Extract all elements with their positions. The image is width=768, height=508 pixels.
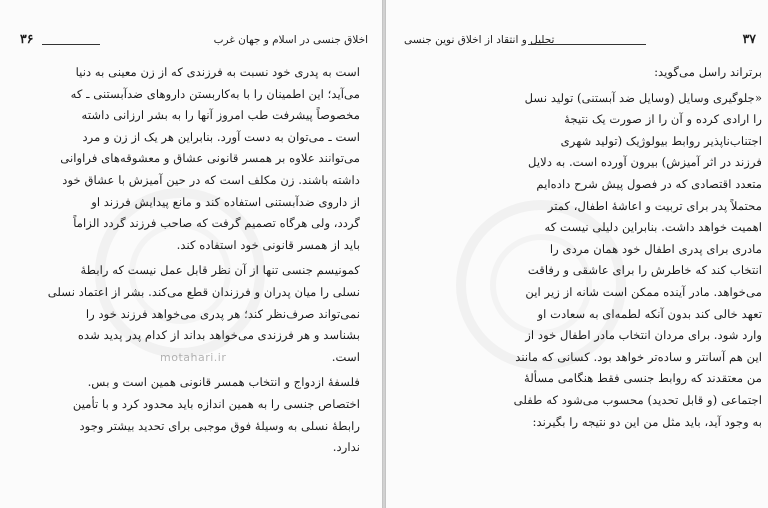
text-line: مادری برای پدری اطفال خود همان مردی را	[549, 241, 762, 256]
text-line: اجتماعی (و قابل تحدید) محسوب می‌شود که طفلی	[513, 392, 762, 407]
text-line: می‌خواهد. مادر آینده ممکن است شانه از زیر این	[525, 284, 762, 299]
left-running-title: اخلاق جنسی در اسلام و جهان غرب	[213, 34, 368, 46]
text-line: من معتقدند که روابط جنسی فقط هنگامی مسألهٔ	[523, 371, 762, 386]
left-page-header	[20, 33, 368, 51]
text-line: رابطهٔ نسلی به وسیلهٔ فوق موجبی برای تحدید بیشتر وجود	[79, 418, 360, 433]
text-line: است.	[331, 349, 360, 364]
header-rule	[42, 44, 100, 45]
text-line: داشته باشند. زن مکلف است که در حین آمیزش با عشاق خود	[62, 172, 360, 187]
text-line: است ـ می‌توان به دست آورد. بنابراین هر یک از زن و مرد	[82, 129, 360, 144]
right-page-number: ۳۷	[742, 31, 756, 46]
text-line: از داروی ضدآبستنی استفاده کند و مانع پیدایش فرزند او	[91, 194, 360, 209]
right-page-header	[404, 33, 756, 51]
right-running-title: تحلیل و انتقاد از اخلاق نوین جنسی	[404, 34, 555, 46]
text-line: کمونیسم جنسی تنها از آن نظر قابل عمل نیست که رابطهٔ	[80, 263, 360, 278]
text-line: گردد، ولی هرگاه تصمیم گرفت که صاحب فرزند گردد الزاماً	[73, 216, 360, 231]
text-line: ندارد.	[332, 440, 360, 455]
text-line: فرزند در اثر آمیزش) بیرون آورده است. به دلایل	[528, 155, 762, 170]
text-line: باید از همسر قانونی خود استفاده کند.	[176, 237, 360, 252]
text-line: برتراند راسل می‌گوید:	[654, 65, 762, 79]
left-page-body	[30, 62, 360, 459]
text-line: است به پدری خود نسبت به فرزندی که از زن معینی به دنیا	[75, 65, 360, 79]
text-line: بشناسد و هر فرزندی می‌خواهد بداند از کدام پدر پدید شده	[77, 328, 360, 343]
text-line: مخصوصاً پیشرفت طب امروز آنها را به بشر ارزانی داشته	[81, 108, 360, 123]
text-line: را ارادی کرده و آن را از صورت یک نتیجهٔ	[564, 112, 762, 127]
text-line: این هم آسانتر و ساده‌تر خواهد بود. کسانی که مانند	[515, 349, 762, 364]
text-line: متعدد اقتصادی که در فصول پیش شرح داده‌ایم	[536, 176, 762, 191]
text-line: «جلوگیری وسایل (وسایل ضد آبستنی) تولید نسل	[524, 90, 762, 105]
left-page-number: ۳۶	[20, 31, 34, 46]
text-line: وارد شود. برای مردان انتخاب مادر اطفال خود از	[525, 328, 762, 343]
text-line: نسلی را میان پدران و فرزندان قطع می‌کند. بشر از اعتماد نسلی	[47, 284, 360, 299]
text-line: فلسفهٔ ازدواج و انتخاب همسر قانونی همین است و بس.	[87, 375, 360, 390]
right-page-body	[436, 62, 762, 433]
text-line: محتملاً پدر برای تربیت و اعاشهٔ اطفال، کمتر	[547, 198, 762, 213]
text-line: انتخاب کند که خاطرش را برای عاشقی و رفاقت	[527, 263, 762, 278]
text-line: اهمیت خواهد داشت. بنابراین دلیلی نیست که	[544, 220, 762, 235]
text-line: به وجود آید، باید مثل من این دو نتیجه را بگیرند:	[532, 414, 762, 429]
text-line: تعهد خالی کند بدون آنکه لطمه‌ای به سعادت او	[537, 306, 762, 321]
right-page	[386, 0, 768, 508]
text-line: اختصاص جنسی را به همین اندازه باید محدود کرد و با تأمین	[72, 396, 360, 411]
left-page	[0, 0, 382, 508]
watermark-text: motahari.ir	[160, 351, 227, 364]
text-line: می‌آید؛ این اطمینان را با به‌کاربستن داروهای ضدآبستنی ـ که	[70, 86, 360, 101]
text-line: می‌توانند علاوه بر همسر قانونی عشاق و معشوقه‌های فراوانی	[60, 151, 360, 166]
text-line: اجتناب‌ناپذیر روابط بیولوژیک (تولید شهری	[560, 133, 762, 148]
text-line: نمی‌تواند صرف‌نظر کند؛ هر پدری می‌خواهد فرزند خود را	[85, 306, 360, 321]
